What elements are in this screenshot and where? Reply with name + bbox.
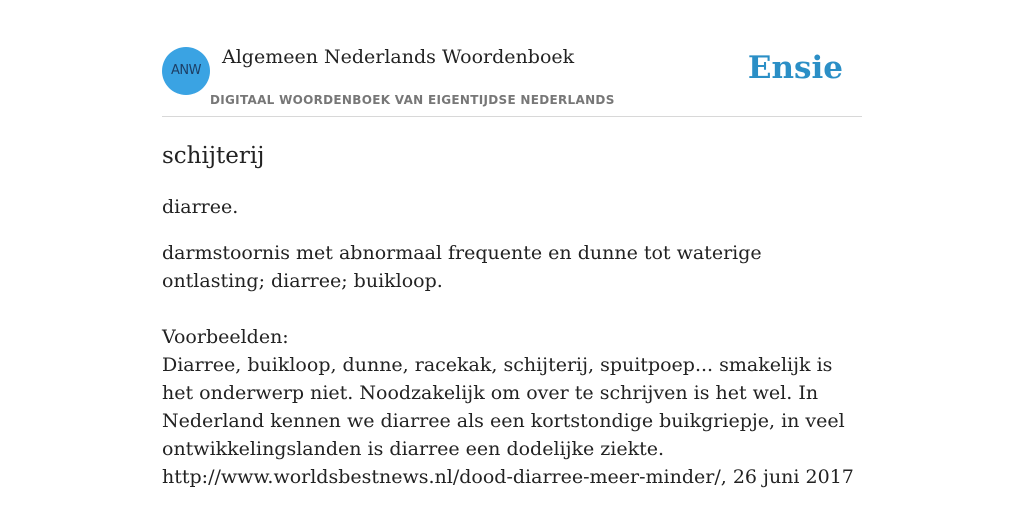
ensie-logo[interactable]: Ensie [747,50,843,86]
anw-logo[interactable]: ANW [162,47,210,95]
examples-label: Voorbeelden: [162,326,289,348]
dictionary-subtitle: DIGITAAL WOORDENBOEK VAN EIGENTIJDSE NEDERLANDS [210,93,615,107]
entry-term: schijterij [162,143,265,169]
page [162,0,862,491]
header [162,0,862,117]
example-source: http://www.worldsbestnews.nl/dood-diarree-meer-minder/, 26 juni 2017 [162,466,854,488]
long-definition: darmstoornis met abnormaal frequente en dunne tot waterige ontlasting; diarree; buikloop. [162,242,762,292]
short-definition: diarree. [162,196,239,218]
dictionary-title[interactable]: Algemeen Nederlands Woordenboek [222,46,575,68]
example-text: Diarree, buikloop, dunne, racekak, schijterij, spuitpoep... smakelijk is het onderwerp niet. Noodzakelijk om over te schrijven is het wel. In Nederland kennen we diarree als een kortstondige buikgriepje, in veel ontwikkelingslanden is diarree een dodelijke ziekte. [162,354,845,460]
